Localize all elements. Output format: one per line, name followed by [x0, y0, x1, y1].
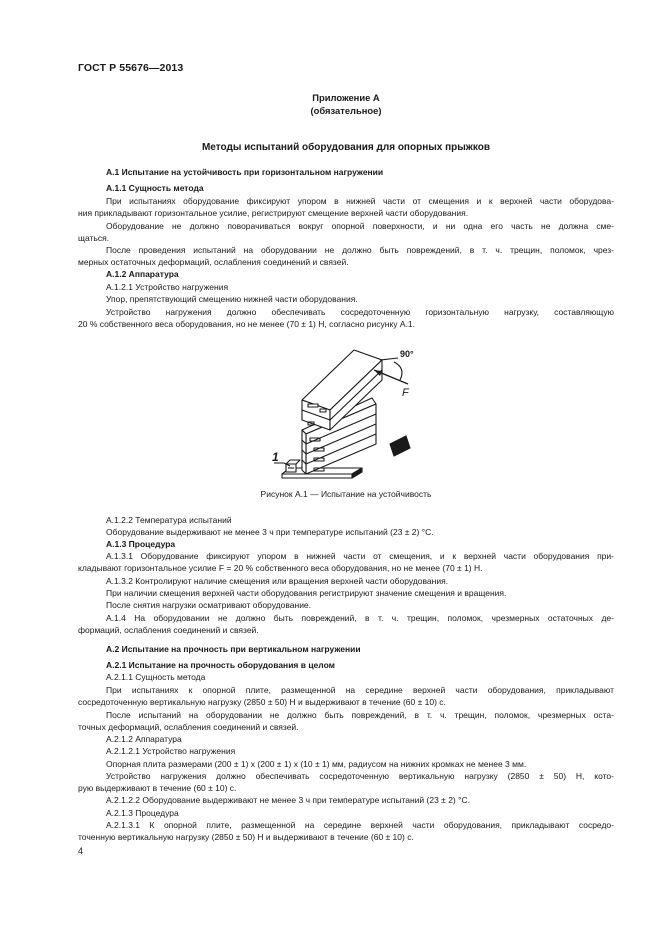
annex-type: (обязательное) — [310, 105, 382, 116]
heading-a1-2: А.1.2 Аппаратура — [106, 269, 179, 279]
subheading-line: А.1.2.2 Температура испытаний — [106, 515, 232, 525]
paragraph-line: После снятия нагрузки осматривают оборудование. — [106, 600, 312, 610]
subheading-line: А.2.1.2 Аппаратура — [106, 734, 182, 744]
paragraph-line: формаций, ослабления соединений и связей. — [78, 625, 259, 635]
paragraph-line: Упор, препятствующий смещению нижней части оборудования. — [106, 294, 358, 304]
document-header: ГОСТ Р 55676—2013 — [78, 62, 184, 74]
section-title: Методы испытаний оборудования для опорных прыжков — [201, 142, 491, 153]
paragraph-line: точенную вертикальную нагрузку (2850 ± 50) Н и выдерживают в течение (60 ± 10) с. — [78, 832, 414, 842]
paragraph-line: Устройство нагружения должно обеспечивать сосредоточенную горизонтальную нагрузку, составляющую — [106, 307, 614, 317]
paragraph-line: точных деформаций, ослабления соединений и связей. — [78, 722, 299, 732]
heading-a2: А.2 Испытание на прочность при вертикальном нагружении — [106, 644, 361, 654]
heading-a1-1: А.1.1 Сущность метода — [106, 183, 204, 193]
paragraph-line: Оборудование выдерживают не менее 3 ч при температуре испытаний (23 ± 2) °С. — [106, 527, 434, 537]
heading-a2-1: А.2.1 Испытание на прочность оборудования в целом — [106, 660, 335, 670]
annex-heading — [78, 91, 614, 117]
paragraph-line: 20 % собственного веса оборудования, но не менее (70 ± 1) Н, согласно рисунку А.1. — [78, 319, 416, 329]
paragraph-line: После проведения испытаний на оборудовании не должно быть повреждений, в т. ч. трещин, поломок, чрез- — [106, 245, 614, 255]
paragraph-line: ния прикладывают горизонтальное усилие, регистрируют смещение верхней части оборудования. — [78, 208, 469, 218]
paragraph-line: Устройство нагружения должно обеспечивать сосредоточенную вертикальную нагрузку (2850 ± 50) Н, кото- — [106, 771, 614, 781]
paragraph-line: При испытаниях оборудование фиксируют упором в нижней части от смещения и к верхней части оборудова- — [106, 196, 614, 206]
heading-a1-3: А.1.3 Процедура — [106, 539, 176, 549]
page-number: 4 — [78, 846, 84, 856]
subheading-line: А.2.1.2.1 Устройство нагружения — [106, 746, 236, 756]
paragraph-line: Опорная плита размерами (200 ± 1) х (200 ± 1) х (10 ± 1) мм, радиусом на нижних кромках не менее 3 мм. — [106, 759, 527, 769]
angle-label: 90° — [400, 349, 414, 359]
paragraph-line: кладывают горизонтальное усилие F = 20 % собственного веса оборудования, но не менее (70 ± 1) Н. — [78, 563, 483, 573]
annex-title: Приложение А — [312, 92, 380, 103]
angle-arc — [394, 362, 402, 380]
subheading-line: А.2.1.1 Сущность метода — [106, 672, 206, 682]
paragraph-line: мерных остаточных деформаций, ослабления соединений и связей. — [78, 257, 349, 267]
paragraph-line: После испытаний на оборудовании не должно быть повреждений, в т. ч. трещин, поломок, чрезмерных оста- — [106, 710, 614, 720]
paragraph-line: При наличии смещения верхней части оборудования регистрируют значение смещения и вращения. — [106, 588, 507, 598]
support-block — [390, 436, 410, 456]
callout-label: 1 — [272, 450, 279, 464]
force-label: F — [402, 387, 409, 399]
heading-a1: А.1 Испытание на устойчивость при горизонтальном нагружении — [106, 167, 384, 177]
subheading-line: А.1.2.1 Устройство нагружения — [106, 282, 229, 292]
subheading-line: А.2.1.3 Процедура — [106, 808, 179, 818]
paragraph-line: При испытаниях к опорной плите, размещенной на середине верхней части оборудования, прикладывают — [106, 685, 614, 695]
paragraph-line: А.1.4 На оборудовании не должно быть повреждений, в т. ч. трещин, поломок, чрезмерных остаточных де- — [106, 613, 614, 623]
paragraph-line: Оборудование не должно поворачиваться вокруг опорной поверхности, и ни одна его часть не должна сме- — [106, 221, 614, 231]
figure-stability-test — [262, 338, 432, 488]
paragraph-line: А.1.3.1 Оборудование фиксируют упором в нижней части от смещения, и к верхней части оборудования при- — [106, 551, 614, 561]
paragraph-line: рую выдерживают в течение (60 ± 10) с. — [78, 783, 237, 793]
paragraph-line: сосредоточенную вертикальную нагрузку (2850 ± 50) Н и выдерживают в течение (60 ± 10) с. — [78, 697, 446, 707]
paragraph-line: щаться. — [78, 233, 110, 243]
figure-caption: Рисунок А.1 — Испытание на устойчивость — [260, 489, 432, 499]
paragraph-line: А.2.1.3.1 К опорной плите, размещенной на середине верхней части оборудования, прикладывают сосредо- — [106, 820, 614, 830]
paragraph-line: А.2.1.2.2 Оборудование выдерживают не менее 3 ч при температуре испытаний (23 ± 2) °С. — [106, 795, 471, 805]
paragraph-line: А.1.3.2 Контролируют наличие смещения или вращения верхней части оборудования. — [106, 576, 449, 586]
